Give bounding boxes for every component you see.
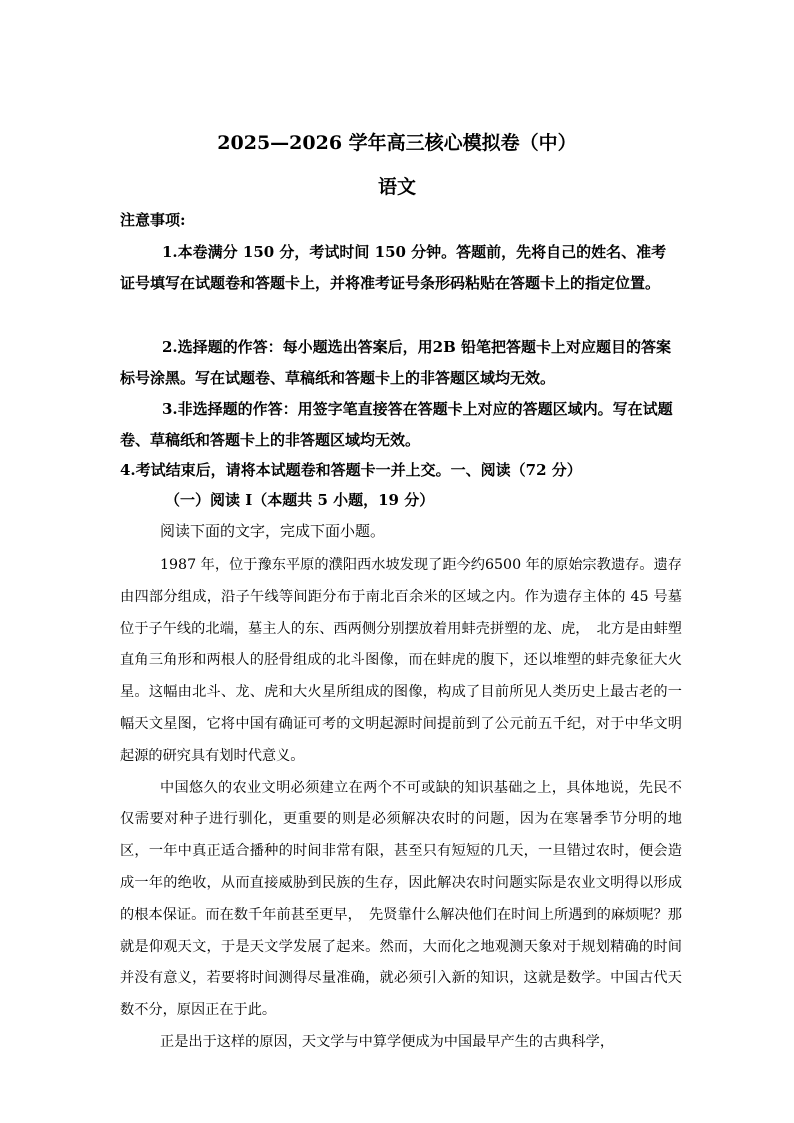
notice-item-2: 2.选择题的作答：每小题选出答案后，用2B 铅笔把答题卡上对应题目的答案标号涂黑。写在试题卷、草稿纸和答题卡上的非答题区域均无效。 [120,338,671,387]
notice-item-3: 3.非选择题的作答：用签字笔直接答在答题卡上对应的答题区域内。写在试题卷、草稿纸和答题卡上的非答题区域均无效。 [120,400,673,449]
notice-item-1: 1.本卷满分 150 分，考试时间 150 分钟。答题前，先将自己的姓名、准考证号填写在试题卷和答题卡上，并将准考证号条形码粘贴在答题卡上的指定位置。 [120,243,667,292]
passage-paragraph-3: 正是出于这样的原因，天文学与中算学便成为中国最早产生的古典科学， [160,1033,615,1050]
passage-paragraph-1: 1987 年，位于豫东平原的濮阳西水坡发现了距今约6500 年的原始宗教遗存。遗存由四部分组成，沿子午线等间距分布于南北百余米的区域之内。作为遗存主体的 45 号墓位于子午线的北端，墓主人的东、西两侧分别摆放着用蚌壳拼塑的龙、虎， 北方是由蚌塑直角三角形和两根人的胫骨组成的北斗图像，而在蚌虎的腹下，还以堆塑的蚌壳象征大火星。这幅由北斗、龙、虎和大火星所组成的图像，构成了目前所见人类历史上最古老的一幅天文星图，它将中国有确证可考的文明起源时间提前到了公元前五千纪，对于中华文明起源的研究具有划时代意义。 [120,557,682,764]
reading-passage [120,550,682,1059]
notice-item-4: 4.考试结束后，请将本试题卷和答题卡一并上交。一、阅读（72 分） [120,461,582,479]
subject-title: 语文 [377,176,416,198]
section-heading: （一）阅读 I（本题共 5 小题，19 分） [165,491,435,509]
notice-heading: 注意事项: [120,211,186,229]
reading-instruction: 阅读下面的文字，完成下面小题。 [160,522,386,540]
exam-title: 2025—2026 学年高三核心模拟卷（中） [217,132,577,154]
passage-paragraph-2: 中国悠久的农业文明必须建立在两个不可或缺的知识基础之上，具体地说，先民不仅需要对种子进行驯化，更重要的则是必须解决农时的问题，因为在寒暑季节分明的地区，一年中真正适合播种的时间非常有限，甚至只有短短的几天，一旦错过农时，便会造成一年的绝收，从而直接威胁到民族的生存，因此解决农时问题实际是农业文明得以形成的根本保证。而在数千年前甚至更早， 先贤靠什么解决他们在时间上所遇到的麻烦呢？那就是仰观天文，于是天文学发展了起来。然而，大而化之地观测天象对于规划精确的时间并没有意义，若要将时间测得尽量准确，就必须引入新的知识，这就是数学。中国古代天数不分，原因正在于此。 [120,779,682,1019]
